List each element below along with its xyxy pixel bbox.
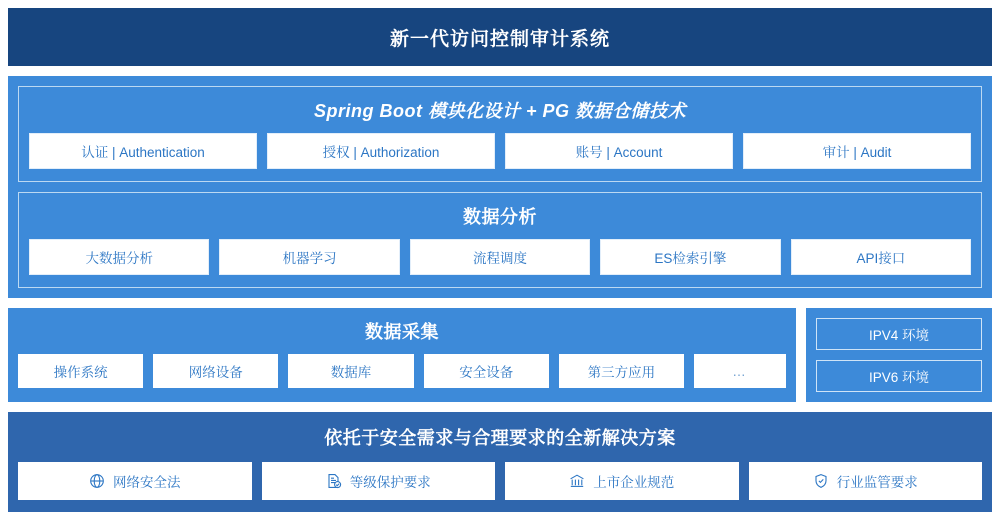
platform-item-account[interactable]: 账号 | Account [505,133,733,169]
solution-item-cybersecurity-law[interactable] [18,462,252,500]
solution-item-label: 行业监管要求 [836,475,918,490]
platform-panel [18,86,982,182]
collection-section [8,308,992,402]
globe-icon [89,473,105,489]
solution-item-listed-enterprise[interactable] [505,462,739,500]
document-check-icon [326,473,342,489]
analysis-item-machine-learning[interactable]: 机器学习 [219,239,399,275]
analysis-item-api[interactable]: API接口 [791,239,971,275]
analysis-item-bigdata[interactable]: 大数据分析 [29,239,209,275]
collection-item-security-device[interactable]: 安全设备 [424,354,549,388]
solution-item-label: 上市企业规范 [593,475,675,490]
solution-item-classified-protection[interactable] [262,462,496,500]
bank-icon [569,473,585,489]
collection-chip-row [18,354,786,388]
collection-item-os[interactable]: 操作系统 [18,354,143,388]
environment-item-ipv6[interactable]: IPV6 环境 [816,360,982,392]
collection-item-database[interactable]: 数据库 [288,354,413,388]
page-title-text: 新一代访问控制审计系统 [389,28,610,50]
solution-section [8,412,992,512]
platform-title: Spring Boot 模块化设计 + PG 数据仓储技术 [313,101,686,121]
platform-item-authorization[interactable]: 授权 | Authorization [267,133,495,169]
platform-chip-row [29,133,971,169]
solution-title: 依托于安全需求与合理要求的全新解决方案 [324,428,676,448]
environment-panel [806,308,992,402]
analysis-item-workflow[interactable]: 流程调度 [410,239,590,275]
solution-item-label: 网络安全法 [113,475,181,490]
page-title [8,8,992,66]
collection-item-more[interactable]: … [694,354,786,388]
analysis-panel [18,192,982,288]
collection-item-network-device[interactable]: 网络设备 [153,354,278,388]
solution-item-label: 等级保护要求 [349,475,431,490]
analysis-title: 数据分析 [463,207,537,227]
analysis-chip-row [29,239,971,275]
platform-item-audit[interactable]: 审计 | Audit [743,133,971,169]
platform-item-authentication[interactable]: 认证 | Authentication [29,133,257,169]
collection-item-third-party-app[interactable]: 第三方应用 [559,354,684,388]
solution-item-industry-regulation[interactable] [749,462,983,500]
collection-title: 数据采集 [365,322,439,342]
collection-panel [8,308,796,402]
architecture-section [8,76,992,298]
analysis-item-es-search[interactable]: ES检索引擎 [600,239,780,275]
environment-item-ipv4[interactable]: IPV4 环境 [816,318,982,350]
shield-check-icon [813,473,829,489]
solution-chip-row [18,462,982,500]
